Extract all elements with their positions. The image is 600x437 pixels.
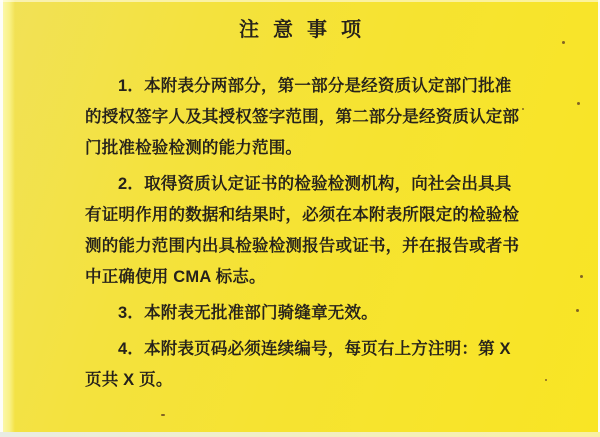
page-bottom-edge (0, 432, 600, 437)
notice-line: 测的能力范围内出具检验检测报告或证书，并在报告或者书 (85, 237, 520, 255)
scan-speckle (522, 108, 524, 110)
notice-line: 有证明作用的数据和结果时，必须在本附表所限定的检验检 (85, 206, 520, 224)
paragraph-2 (85, 169, 545, 293)
paragraph-3 (85, 298, 545, 329)
notice-line: 2．取得资质认定证书的检验检测机构，向社会出具具 (118, 175, 512, 193)
scan-speckle (545, 379, 547, 381)
notice-line: 4．本附表页码必须连续编号，每页右上方注明：第 X (118, 340, 511, 358)
page-left-pale-strip (3, 0, 15, 437)
page-top-edge (0, 0, 600, 2)
notice-line: 3．本附表无批准部门骑缝章无效。 (118, 304, 378, 322)
scan-speckle (576, 309, 579, 312)
notice-line: 中正确使用 CMA 标志。 (85, 268, 266, 286)
notice-line: 的授权签字人及其授权签字范围，第二部分是经资质认定部 (85, 108, 520, 126)
paragraph-1 (85, 71, 545, 164)
page-title: 注意事项 (239, 19, 375, 41)
scan-speckle (562, 41, 565, 44)
scan-speckle (577, 102, 580, 105)
notice-body (85, 71, 545, 401)
paragraph-4 (85, 334, 545, 396)
scan-speckle (580, 275, 583, 278)
notice-line: 门批准检验检测的能力范围。 (85, 139, 303, 157)
scan-speckle (161, 414, 165, 416)
notice-line: 页共 X 页。 (85, 371, 173, 389)
notice-line: 1．本附表分两部分，第一部分是经资质认定部门批准 (118, 77, 512, 95)
